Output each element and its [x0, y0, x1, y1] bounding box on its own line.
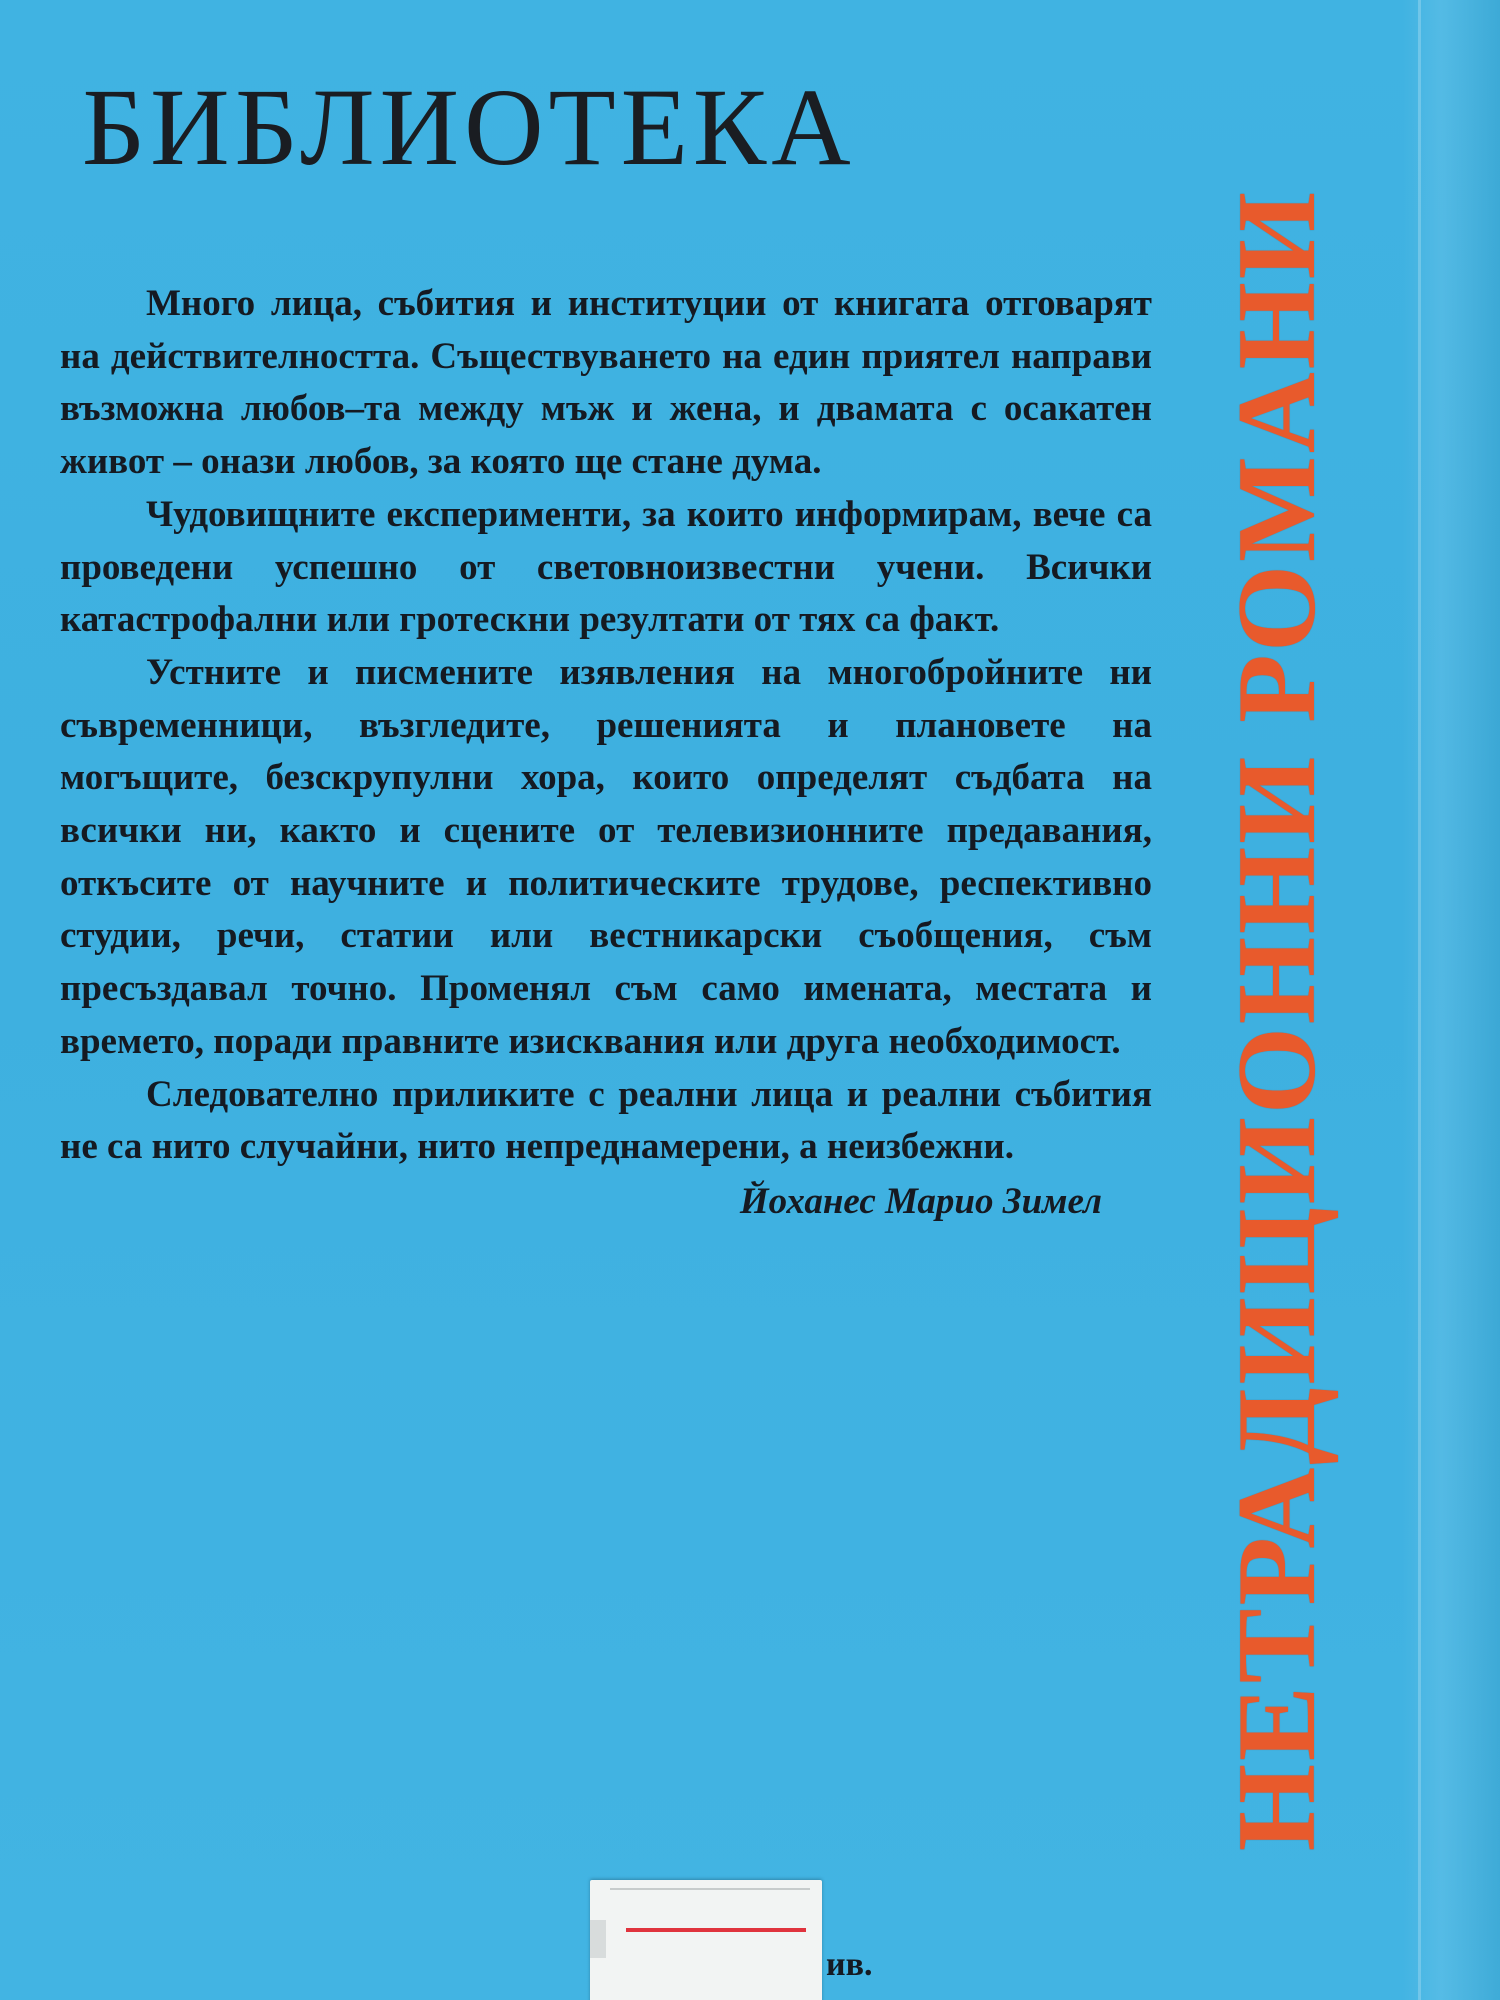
vertical-title-container	[1202, 80, 1352, 1960]
sticker-edge	[610, 1888, 810, 1890]
author-signature: Йоханес Марио Зимел	[739, 1180, 1102, 1222]
blurb-paragraph-3: Устните и писмените изявления на многобройните ни съвременници, възгледите, решенията и плановете на могъщите, безскрупулни хора, които определят съдбата на всички ни, както и сцените от телевизионните предавания, откъсите от научните и политическите трудове, респективно студии, речи, статии или вестникарски съобщения, съм пресъздавал точно. Променял съм само имената, местата и времето, поради правните изисквания или друга необходимост.	[60, 651, 1152, 1062]
blurb-paragraph-1: Много лица, събития и институции от книгата отговарят на действителността. Съществуването на един приятел направи възможна любов–та между мъж и жена, и двамата с осакатен живот – онази любов, за която ще стане дума.	[60, 283, 1152, 483]
sticker-red-line	[626, 1928, 806, 1932]
blurb-text	[60, 278, 1152, 1229]
vertical-series-title: НЕТРАДИЦИОННИ РОМАНИ	[1215, 188, 1339, 1852]
spine-crease	[1418, 0, 1421, 2000]
sticker-notch	[590, 1920, 606, 1958]
price-sticker	[590, 1880, 822, 2000]
blurb-paragraph-2: Чудовищните експерименти, за които информирам, вече са проведени успешно от световноизвестни учени. Всички катастрофални или гротескни резултати от тях са факт.	[60, 493, 1152, 641]
blurb-paragraph-4: Следователно приликите с реални лица и реални събития не са нито случайни, нито непреднамерени, а неизбежни.	[60, 1073, 1152, 1168]
spine-shade	[1402, 0, 1500, 2000]
series-title: БИБЛИОТЕКА	[82, 66, 856, 188]
publisher-fragment: ив.	[826, 1946, 873, 1983]
